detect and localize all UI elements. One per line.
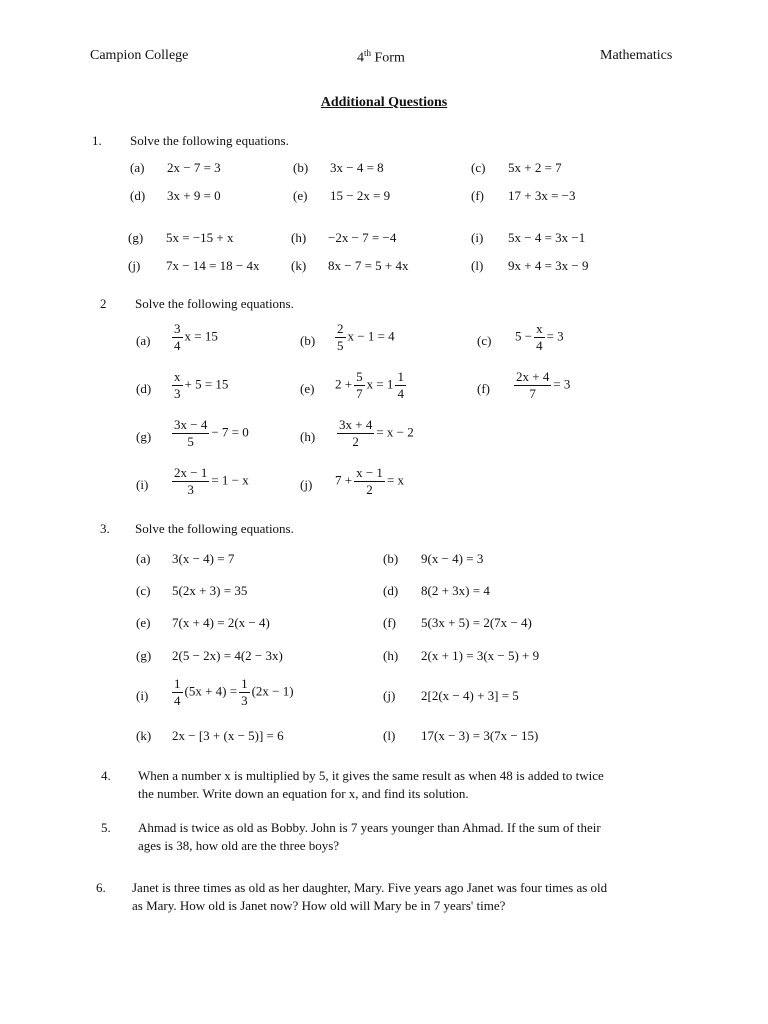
q2-equation	[335, 418, 414, 449]
equation-rest: x = 15	[184, 328, 218, 344]
numerator: 5	[356, 369, 363, 384]
equation-prefix: 2 +	[335, 376, 353, 392]
q1-label: (e)	[293, 188, 308, 203]
q2-label: (d)	[136, 381, 152, 396]
q3-equation: 2x − [3 + (x − 5)] = 6	[172, 728, 284, 743]
q2-number: 2	[100, 296, 107, 311]
q3-equation: 9(x − 4) = 3	[421, 551, 484, 566]
q2-label: (g)	[136, 429, 152, 444]
q1-equation: 17 + 3x = −3	[508, 188, 576, 203]
form-word: Form	[374, 50, 405, 66]
fraction	[534, 322, 545, 353]
fraction	[172, 370, 183, 401]
equation-prefix: 5 −	[515, 328, 533, 344]
q1-equation: 3x − 4 = 8	[330, 160, 384, 175]
q1-equation: 7x − 14 = 18 − 4x	[166, 258, 260, 273]
q1-equation: 15 − 2x = 9	[330, 188, 391, 203]
q3-label: (e)	[136, 615, 151, 630]
q6-number: 6.	[96, 880, 106, 895]
q1-number: 1.	[92, 133, 102, 148]
denominator: 4	[397, 386, 404, 401]
denominator: 3	[241, 693, 248, 708]
fraction	[172, 677, 183, 708]
q1-label: (a)	[130, 160, 145, 175]
equation-rest: x − 1 = 4	[347, 328, 395, 344]
q2-equation	[170, 418, 249, 449]
page-title: Additional Questions	[320, 95, 448, 110]
q1-equation: 3x + 9 = 0	[167, 188, 221, 203]
fraction	[337, 418, 374, 449]
q2-equation	[335, 466, 404, 497]
form-suffix: th	[364, 48, 372, 58]
equation-rest: = x	[386, 472, 405, 488]
subject-name: Mathematics	[600, 48, 673, 63]
q3-label: (l)	[383, 728, 396, 743]
q3-equation: 5(3x + 5) = 2(7x − 4)	[421, 615, 532, 630]
denominator: 7	[356, 386, 363, 401]
q3-label: (a)	[136, 551, 151, 566]
denominator: 5	[337, 338, 344, 353]
equation-rest: = x − 2	[376, 424, 414, 440]
q2-label: (c)	[477, 333, 492, 348]
school-name: Campion College	[90, 48, 189, 63]
q1-text: Solve the following equations.	[130, 133, 289, 148]
q2-equation	[170, 466, 249, 497]
q1-equation: 8x − 7 = 5 + 4x	[328, 258, 409, 273]
q3-text: Solve the following equations.	[135, 521, 294, 536]
q2-equation	[512, 370, 570, 401]
q2-label: (i)	[136, 477, 149, 492]
q3-equation: 2(x + 1) = 3(x − 5) + 9	[421, 648, 540, 663]
q3-label: (f)	[383, 615, 396, 630]
q1-label: (d)	[130, 188, 146, 203]
equation-middle: (5x + 4) =	[184, 683, 238, 699]
numerator: x	[536, 321, 543, 336]
q2-equation	[170, 322, 218, 353]
numerator: 1	[241, 676, 248, 691]
denominator: 2	[352, 434, 359, 449]
q3-label: (d)	[383, 583, 399, 598]
denominator: 4	[174, 338, 181, 353]
q3-equation: 3(x − 4) = 7	[172, 551, 235, 566]
q1-equation: 2x − 7 = 3	[167, 160, 221, 175]
q2-label: (h)	[300, 429, 316, 444]
q2-equation	[333, 322, 395, 353]
q1-equation: −2x − 7 = −4	[328, 230, 397, 245]
q5-text: Ahmad is twice as old as Bobby. John is 7 years younger than Ahmad. If the sum of their ages is 38, how old are the three boys?	[138, 820, 601, 853]
form-number: 4	[357, 50, 364, 66]
q1-label: (h)	[291, 230, 307, 245]
q3-equation: 5(2x + 3) = 35	[172, 583, 248, 598]
fraction	[335, 322, 346, 353]
equation-rest: (2x − 1)	[251, 683, 294, 699]
q5-number: 5.	[101, 820, 111, 835]
numerator: 3x + 4	[339, 417, 373, 432]
q2-equation	[170, 370, 228, 401]
fraction	[172, 418, 209, 449]
q3-label: (b)	[383, 551, 399, 566]
q4-number: 4.	[101, 768, 111, 783]
q1-label: (l)	[471, 258, 484, 273]
equation-rest: = 3	[546, 328, 564, 344]
q1-label: (g)	[128, 230, 144, 245]
numerator: 2	[337, 321, 344, 336]
q2-equation	[515, 322, 564, 353]
numerator: 2x − 1	[174, 465, 208, 480]
q3-equation: 2[2(x − 4) + 3] = 5	[421, 688, 519, 703]
denominator: 5	[187, 434, 194, 449]
q4-text: When a number x is multiplied by 5, it gives the same result as when 48 is added to twice the number. Write down an equation for x, and find its solution.	[138, 768, 604, 801]
q2-equation	[335, 370, 408, 401]
equation-rest: + 5 = 15	[184, 376, 229, 392]
q6-text: Janet is three times as old as her daughter, Mary. Five years ago Janet was four times as old as Mary. How old is Janet now? How old will Mary be in 7 years' time?	[132, 880, 608, 913]
q3-number: 3.	[100, 521, 110, 536]
q3-equation: 2(5 − 2x) = 4(2 − 3x)	[172, 648, 283, 663]
q1-equation: 5x − 4 = 3x −1	[508, 230, 586, 245]
equation-rest: = 1 − x	[211, 472, 249, 488]
q2-text: Solve the following equations.	[135, 296, 294, 311]
q3-label: (i)	[136, 688, 149, 703]
denominator: 7	[529, 386, 536, 401]
numerator: 1	[174, 676, 181, 691]
q2-label: (j)	[300, 477, 313, 492]
fraction	[354, 370, 365, 401]
q1-label: (f)	[471, 188, 484, 203]
q3-equation	[170, 677, 294, 708]
q1-equation: 5x = −15 + x	[166, 230, 234, 245]
q3-equation: 17(x − 3) = 3(7x − 15)	[421, 728, 539, 743]
q3-label: (c)	[136, 583, 151, 598]
q3-label: (g)	[136, 648, 152, 663]
denominator: 3	[187, 482, 194, 497]
q2-label: (f)	[477, 381, 490, 396]
fraction	[239, 677, 250, 708]
numerator: 3	[174, 321, 181, 336]
q3-label: (h)	[383, 648, 399, 663]
denominator: 2	[366, 482, 373, 497]
q1-equation: 5x + 2 = 7	[508, 160, 562, 175]
q2-label: (b)	[300, 333, 316, 348]
q3-equation: 7(x + 4) = 2(x − 4)	[172, 615, 270, 630]
form-label	[357, 48, 405, 67]
fraction	[172, 466, 209, 497]
denominator: 4	[174, 693, 181, 708]
fraction	[354, 466, 385, 497]
q1-label: (j)	[128, 258, 141, 273]
numerator: x	[174, 369, 181, 384]
equation-rest: = 3	[553, 376, 571, 392]
q1-label: (b)	[293, 160, 309, 175]
q2-label: (a)	[136, 333, 151, 348]
fraction	[172, 322, 183, 353]
numerator: 3x − 4	[174, 417, 208, 432]
fraction	[514, 370, 551, 401]
equation-rest: − 7 = 0	[211, 424, 249, 440]
q3-label: (j)	[383, 688, 396, 703]
numerator: x − 1	[356, 465, 383, 480]
numerator: 1	[397, 369, 404, 384]
fraction	[395, 370, 406, 401]
denominator: 4	[536, 338, 543, 353]
q3-label: (k)	[136, 728, 152, 743]
q1-label: (c)	[471, 160, 486, 175]
q1-equation: 9x + 4 = 3x − 9	[508, 258, 589, 273]
numerator: 2x + 4	[516, 369, 550, 384]
equation-middle: x = 1	[366, 376, 394, 392]
q2-label: (e)	[300, 381, 315, 396]
q1-label: (i)	[471, 230, 484, 245]
denominator: 3	[174, 386, 181, 401]
q3-equation: 8(2 + 3x) = 4	[421, 583, 490, 598]
q1-label: (k)	[291, 258, 307, 273]
equation-prefix: 7 +	[335, 472, 353, 488]
